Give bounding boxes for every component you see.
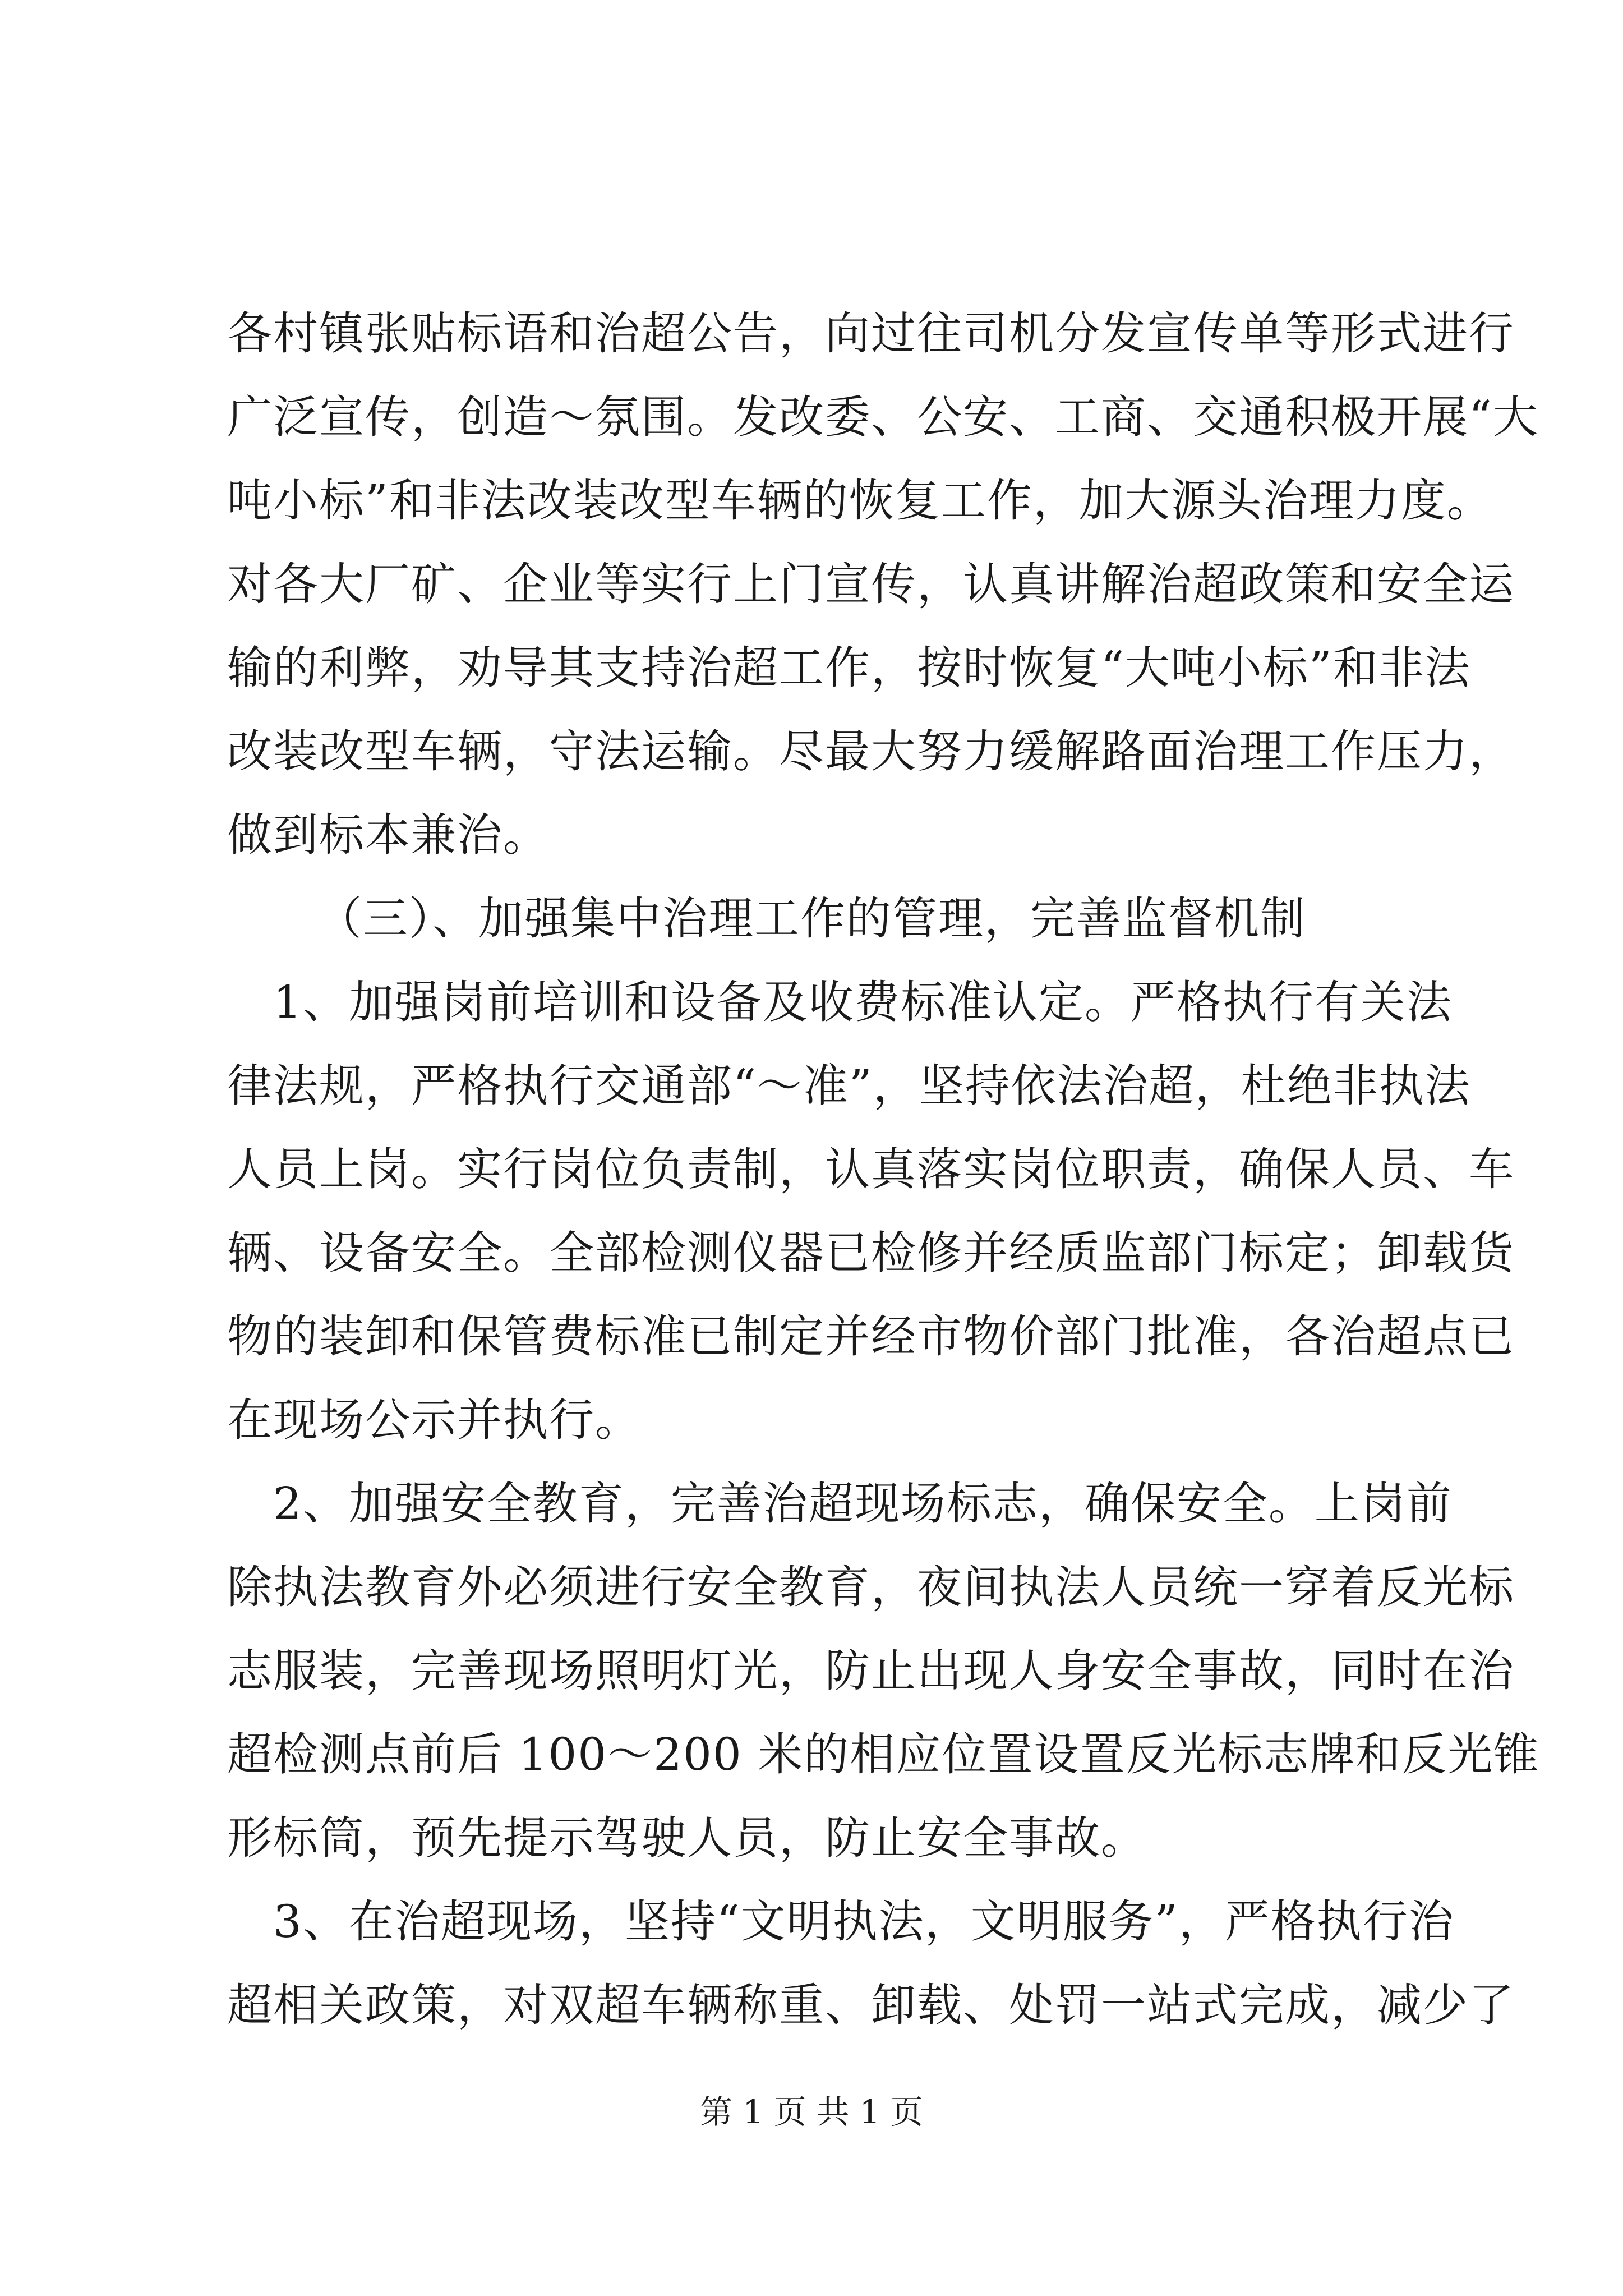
- body-line: 在现场公示并执行。: [227, 1394, 641, 1446]
- body-line: 物的装卸和保管费标准已制定并经市物价部门批准，各治超点已: [227, 1310, 1515, 1363]
- body-line: 人员上岗。实行岗位负责制，认真落实岗位职责，确保人员、车: [227, 1143, 1515, 1195]
- body-line: 广泛宣传，创造～氛围。发改委、公安、工商、交通积极开展“大: [227, 391, 1539, 443]
- body-line: 改装改型车辆，守法运输。尽最大努力缓解路面治理工作压力，: [227, 725, 1515, 777]
- body-line: 吨小标”和非法改装改型车辆的恢复工作，加大源头治理力度。: [227, 475, 1493, 527]
- body-line: 超相关政策，对双超车辆称重、卸载、处罚一站式完成，减少了: [227, 1979, 1515, 2031]
- paragraph-2-start: 2、加强安全教育，完善治超现场标志，确保安全。上岗前: [227, 1478, 1453, 1530]
- body-line: 律法规，严格执行交通部“～准”，坚持依法治超，杜绝非执法: [227, 1060, 1471, 1112]
- paragraph-3-start: 3、在治超现场，坚持“文明执法，文明服务”，严格执行治: [227, 1895, 1455, 1948]
- body-line: 形标筒，预先提示驾驶人员，防止安全事故。: [227, 1812, 1147, 1864]
- paragraph-1-start: 1、加强岗前培训和设备及收费标准认定。严格执行有关法: [227, 976, 1453, 1028]
- body-line: 做到标本兼治。: [227, 809, 549, 861]
- body-line: 辆、设备安全。全部检测仪器已检修并经质监部门标定；卸载货: [227, 1227, 1515, 1279]
- page-number-footer: 第 1 页 共 1 页: [700, 2093, 923, 2131]
- body-line: 除执法教育外必须进行安全教育，夜间执法人员统一穿着反光标: [227, 1561, 1515, 1613]
- section-heading: （三）、加强集中治理工作的管理，完善监督机制: [317, 892, 1306, 945]
- body-line: 各村镇张贴标语和治超公告，向过往司机分发宣传单等形式进行: [227, 307, 1515, 360]
- body-line: 志服装，完善现场照明灯光，防止出现人身安全事故，同时在治: [227, 1645, 1515, 1697]
- document-body: [227, 292, 1540, 2047]
- body-line: 对各大厂矿、企业等实行上门宣传，认真讲解治超政策和安全运: [227, 558, 1515, 610]
- body-line: 超检测点前后 100～200 米的相应位置设置反光标志牌和反光锥: [227, 1728, 1540, 1780]
- body-line: 输的利弊，劝导其支持治超工作，按时恢复“大吨小标”和非法: [227, 642, 1471, 694]
